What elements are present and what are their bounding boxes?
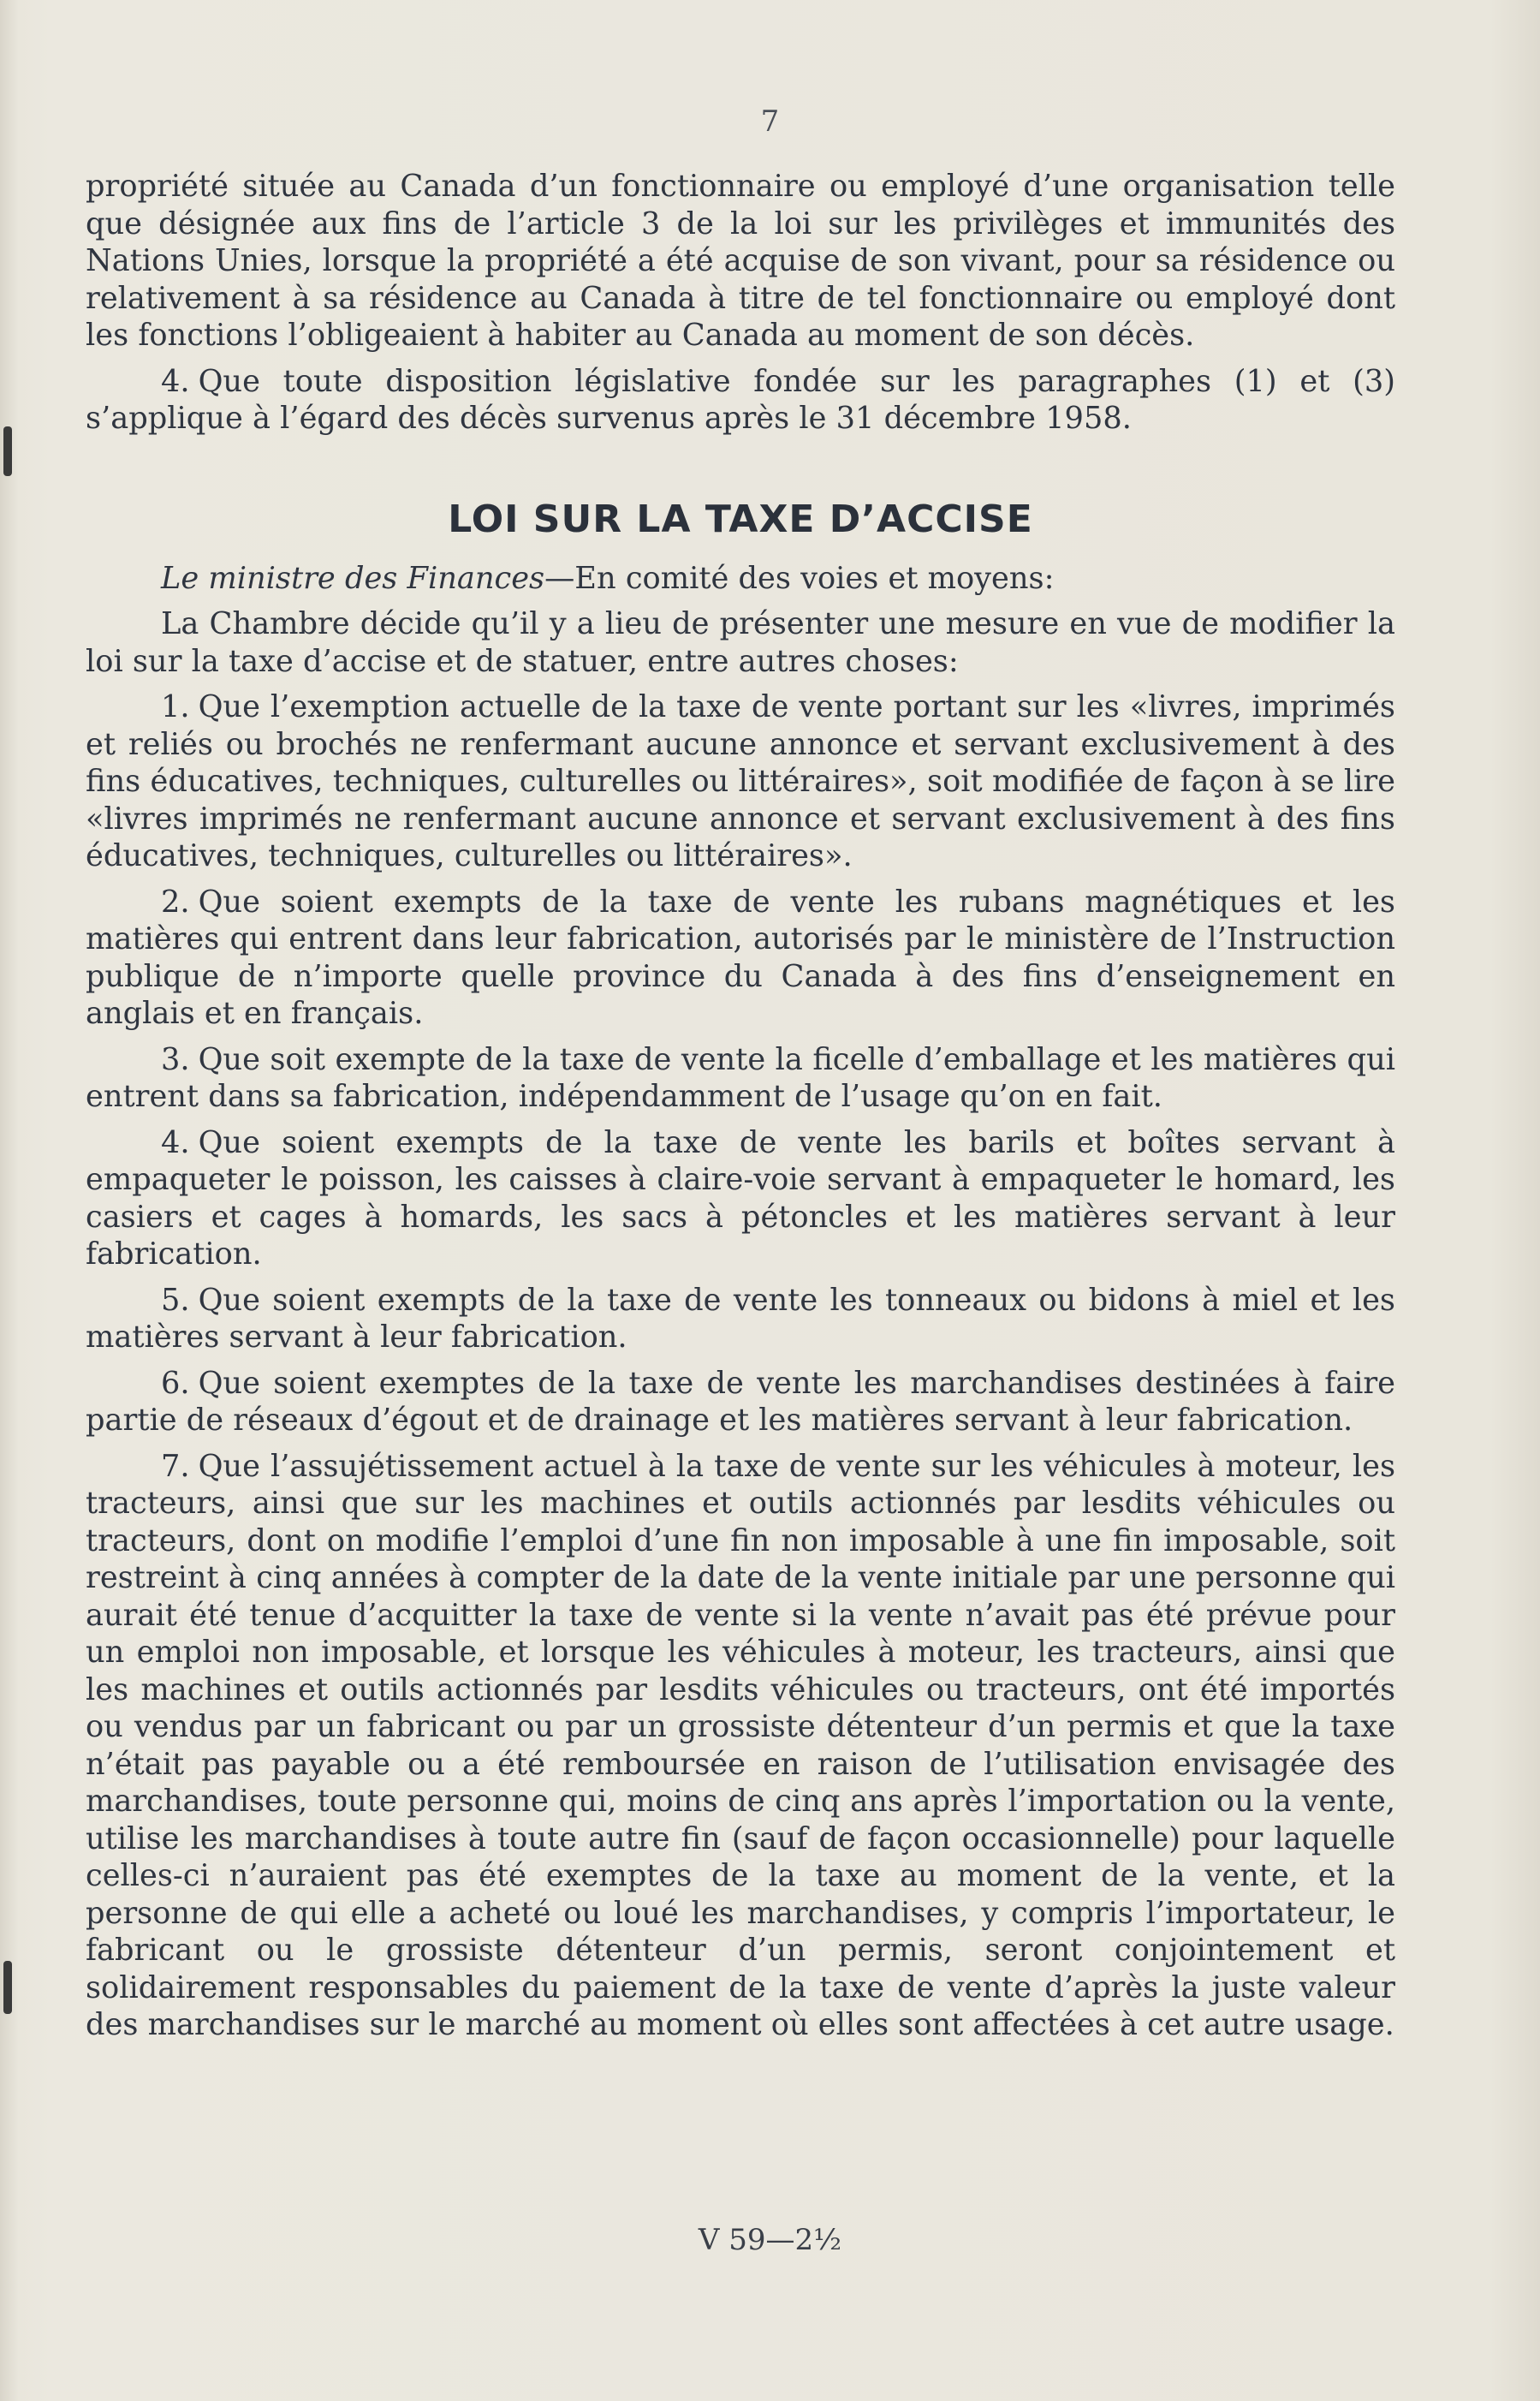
item-number: 6.	[161, 1365, 190, 1401]
item-text: Que soit exempte de la taxe de vente la ficelle d’emballage et les matières qui entrent dans sa fabrication, indépendamment de l’usage qu’on en fait.	[86, 1041, 1395, 1114]
minister-text: —En comité des voies et moyens:	[544, 560, 1055, 596]
item-text: Que soient exempts de la taxe de vente les rubans magnétiques et les matières qui entrent dans leur fabrication, autorisés par le ministère de l’Instruction publique de n’importe quelle province du Canada à des fins d’enseignement en anglais et en français.	[86, 884, 1395, 1031]
previous-item-4	[86, 363, 1395, 438]
item-text: Que soient exempts de la taxe de vente les barils et boîtes servant à empaqueter le poisson, les caisses à claire-voie servant à empaqueter le homard, les casiers et cages à homards, les sacs à pétoncles et les matières servant à leur fabrication.	[86, 1124, 1395, 1272]
minister-line	[86, 560, 1395, 598]
resolution-item-4	[86, 1124, 1395, 1273]
resolution-item-6	[86, 1365, 1395, 1439]
resolution-item-1	[86, 688, 1395, 875]
item-number: 5.	[161, 1282, 190, 1318]
item-number: 1.	[161, 689, 190, 724]
item-text: Que soient exemptes de la taxe de vente les marchandises destinées à faire partie de réseaux d’égout et de drainage et les matières servant à leur fabrication.	[86, 1365, 1395, 1438]
previous-item-4-number: 4.	[161, 363, 190, 399]
item-number: 4.	[161, 1124, 190, 1160]
item-number: 7.	[161, 1448, 190, 1484]
item-text: Que l’assujétissement actuel à la taxe de vente sur les véhicules à moteur, les tracteurs, ainsi que sur les machines et outils actionnés par lesdits véhicules ou tracteurs, dont on modifie l’emploi d’une fin non imposable à une fin imposable, soit restreint à cinq années à compter de la date de la vente initiale par une personne qui aurait été tenue d’acquitter la taxe de vente si la vente n’avait pas été prévue pour un emploi non imposable, et lorsque les véhicules à moteur, les tracteurs, ainsi que les machines et outils actionnés par lesdits véhicules ou tracteurs, ont été importés ou vendus par un fabricant ou par un grossiste détenteur d’un permis et que la taxe n’était pas payable ou a été remboursée en raison de l’utilisation envisagée des marchandises, toute personne qui, moins de cinq ans après l’importation ou la vente, utilise les marchandises à toute autre fin (sauf de façon occasionnelle) pour laquelle celles-ci n’auraient pas été exemptes de la taxe au moment de la vente, et la personne de qui elle a acheté ou loué les marchandises, y compris l’importateur, le fabricant ou le grossiste détenteur d’un permis, seront conjointement et solidairement responsables du paiement de la taxe de vente d’après la juste valeur des marchandises sur le marché au moment où elles sont affectées à cet autre usage.	[86, 1448, 1395, 2042]
intro-paragraph: propriété située au Canada d’un fonctionnaire ou employé d’une organisation telle que désignée aux fins de l’article 3 de la loi sur les privilèges et immunités des Nations Unies, lorsque la propriété a été acquise de son vivant, pour sa résidence ou relativement à sa résidence au Canada à titre de tel fonctionnaire ou employé dont les fonctions l’obligeaient à habiter au Canada au moment de son décès.	[86, 169, 1395, 353]
minister-label: Le ministre des Finances	[161, 560, 545, 596]
page-number: 7	[760, 104, 780, 139]
resolution-item-5	[86, 1282, 1395, 1356]
item-number: 2.	[161, 884, 190, 920]
item-text: Que soient exempts de la taxe de vente les tonneaux ou bidons à miel et les matières servant à leur fabrication.	[86, 1282, 1395, 1355]
section-title: LOI SUR LA TAXE D’ACCISE	[448, 497, 1033, 541]
item-text: Que l’exemption actuelle de la taxe de vente portant sur les «livres, imprimés et reliés ou brochés ne renfermant aucune annonce et servant exclusivement à des fins éducatives, techniques, culturelles ou littéraires», soit modifiée de façon à se lire «livres imprimés ne renfermant aucune annonce et servant exclusivement à des fins éducatives, techniques, culturelles ou littéraires».	[86, 689, 1395, 873]
item-number: 3.	[161, 1041, 190, 1077]
binding-mark-top	[3, 426, 12, 476]
resolution-intro: La Chambre décide qu’il y a lieu de présenter une mesure en vue de modifier la loi sur la taxe d’accise et de statuer, entre autres choses:	[86, 606, 1395, 679]
resolution-item-7	[86, 1448, 1395, 2044]
resolution-item-2	[86, 884, 1395, 1033]
signature-mark: V 59—2½	[698, 2223, 842, 2257]
resolution-item-3	[86, 1041, 1395, 1116]
previous-item-4-text: Que toute disposition législative fondée sur les paragraphes (1) et (3) s’applique à l’égard des décès survenus après le 31 décembre 1958.	[86, 363, 1395, 436]
document-body	[86, 168, 1395, 2052]
binding-mark-bottom	[3, 1961, 12, 2014]
